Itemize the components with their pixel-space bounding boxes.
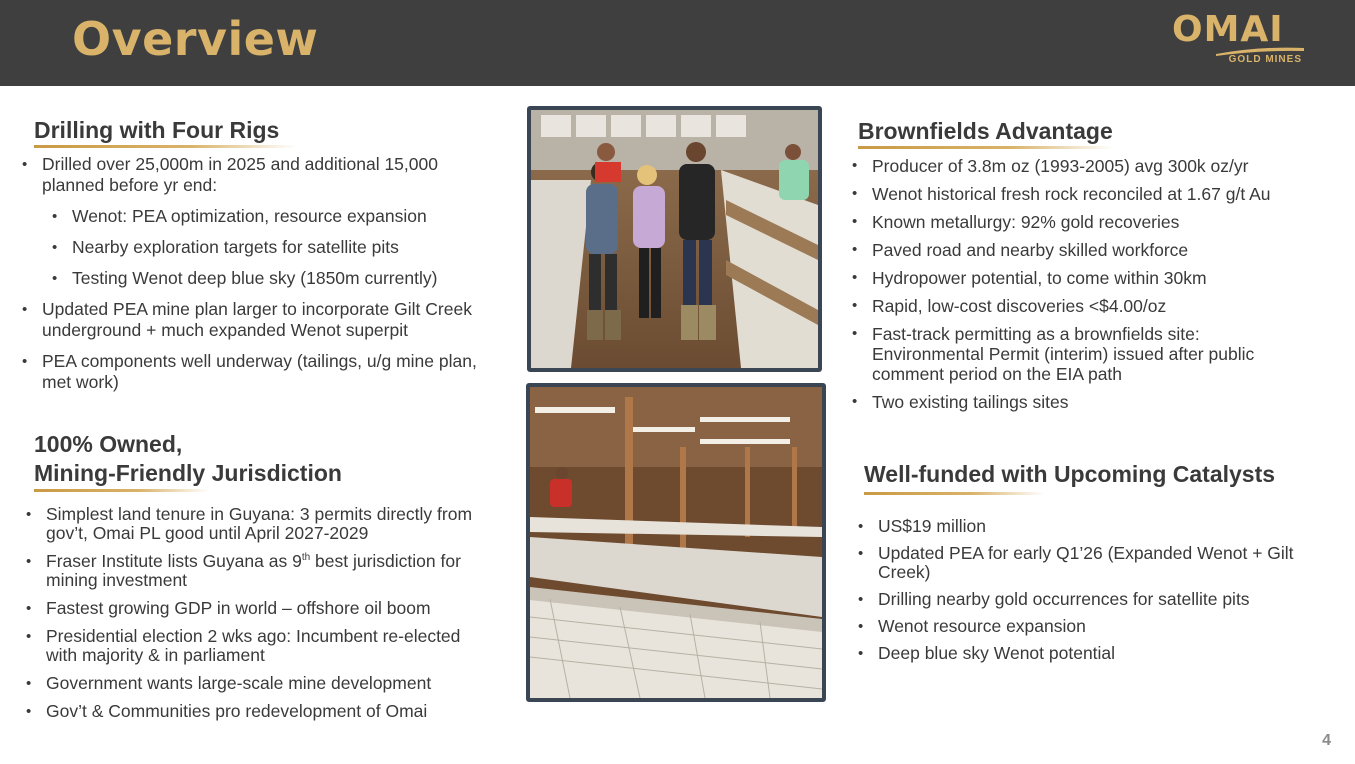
list-item: • PEA components well underway (tailings, u/g mine plan, met work) [22, 351, 492, 393]
logo-word: OMAI [1172, 9, 1284, 50]
list-item: • Nearby exploration targets for satellite pits [52, 237, 492, 258]
brownfields-title: Brownfields Advantage [858, 118, 1113, 144]
list-item: • Fast-track permitting as a brownfields site: Environmental Permit (interim) issued after public comment period on the EIA path [852, 324, 1302, 384]
list-item: • Presidential election 2 wks ago: Incumbent re-elected with majority & in parliament [26, 627, 476, 665]
list-item: • Wenot: PEA optimization, resource expansion [52, 206, 492, 227]
list-item: • Paved road and nearby skilled workforce [852, 240, 1302, 260]
owned-underline [34, 489, 209, 492]
drilling-title: Drilling with Four Rigs [34, 117, 280, 143]
list-item: • Simplest land tenure in Guyana: 3 permits directly from gov’t, Omai PL good until April 2027-2029 [26, 505, 476, 543]
brownfields-list [852, 156, 1302, 412]
drilling-list [22, 154, 492, 393]
list-item: • US$19 million [858, 517, 1298, 536]
list-item: • Known metallurgy: 92% gold recoveries [852, 212, 1302, 232]
team-photo [527, 106, 822, 372]
owned-title-line1: 100% Owned, [34, 431, 183, 457]
drilling-underline [34, 145, 296, 148]
list-item: • Fraser Institute lists Guyana as 9th best jurisdiction for mining investment [26, 552, 476, 590]
owned-title-line2: Mining-Friendly Jurisdiction [34, 460, 342, 486]
funded-list [858, 517, 1298, 663]
list-item: • Government wants large-scale mine development [26, 674, 476, 693]
list-item: • Updated PEA mine plan larger to incorporate Gilt Creek underground + much expanded Wenot superpit [22, 299, 492, 341]
core-shed-photo [526, 383, 826, 702]
logo-subtitle: GOLD MINES [1228, 54, 1302, 65]
list-item: • Testing Wenot deep blue sky (1850m currently) [52, 268, 492, 289]
list-item: • Rapid, low-cost discoveries <$4.00/oz [852, 296, 1302, 316]
list-item: • Drilled over 25,000m in 2025 and additional 15,000 planned before yr end: [22, 154, 492, 196]
header-bar [0, 0, 1355, 86]
list-item: • Gov’t & Communities pro redevelopment of Omai [26, 702, 476, 721]
funded-underline [864, 492, 1044, 495]
list-item: • Producer of 3.8m oz (1993-2005) avg 300k oz/yr [852, 156, 1302, 176]
list-item: • Fastest growing GDP in world – offshore oil boom [26, 599, 476, 618]
list-item: • Two existing tailings sites [852, 392, 1302, 412]
list-item: • Hydropower potential, to come within 30km [852, 268, 1302, 288]
funded-title: Well-funded with Upcoming Catalysts [864, 461, 1276, 487]
list-item: • Drilling nearby gold occurrences for satellite pits [858, 590, 1298, 609]
brownfields-underline [858, 146, 1113, 149]
page-title: Overview [72, 12, 319, 66]
list-item: • Wenot historical fresh rock reconciled at 1.67 g/t Au [852, 184, 1302, 204]
list-item: • Updated PEA for early Q1’26 (Expanded Wenot + Gilt Creek) [858, 544, 1298, 582]
owned-list [26, 505, 476, 721]
list-item: • Wenot resource expansion [858, 617, 1298, 636]
list-item: • Deep blue sky Wenot potential [858, 644, 1298, 663]
omai-logo [1172, 10, 1304, 70]
page-number: 4 [1322, 732, 1331, 749]
